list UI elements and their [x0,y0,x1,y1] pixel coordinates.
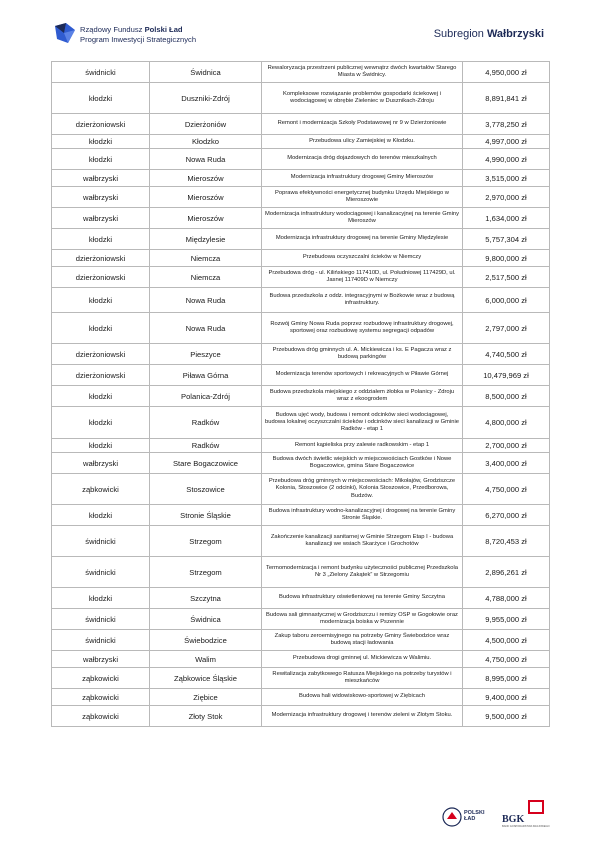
municipality-cell: Stronie Śląskie [150,505,262,526]
description-cell: Budowa infrastruktury wodno-kanalizacyjnej i drogowej na terenie Gminy Stronie Śląskie. [262,505,463,526]
description-cell: Modernizacja infrastruktury drogowej Gminy Mieroszów [262,170,463,187]
table-row [52,505,550,526]
table-row [52,313,550,344]
description-cell: Rewitalizacja zabytkowego Ratusza Miejskiego na potrzeby turystów i mieszkańców [262,668,463,689]
description-cell: Rewaloryzacja przestrzeni publicznej wewnątrz dwóch kwartałów Starego Miasta w Świdnicy. [262,62,463,83]
district-cell: kłodzki [52,149,150,170]
amount-cell: 2,970,000 zł [463,187,550,208]
municipality-cell: Ziębice [150,689,262,706]
description-cell: Przebudowa dróg gminnych ul. A. Mickiewicza i ks. E Pagacza wraz z budową parkingów [262,344,463,365]
district-cell: kłodzki [52,386,150,407]
description-cell: Budowa dwóch świetlic wiejskich w miejscowościach Gostków i Nowe Bogaczowice, gmina Stare Bogaczowice [262,453,463,474]
municipality-cell: Radków [150,407,262,439]
table-row [52,288,550,313]
description-cell: Budowa ujęć wody, budowa i remont odcinków sieci wodociągowej, budowa lokalnej oczyszczalni ścieków i odcinków sieci kanalizacji w Gminie Radków - etap 1 [262,407,463,439]
municipality-cell: Międzylesie [150,229,262,250]
amount-cell: 4,740,500 zł [463,344,550,365]
polski-lad-footer-logo [442,804,490,830]
municipality-cell: Strzegom [150,526,262,557]
description-cell: Modernizacja infrastruktury wodociągowej i kanalizacyjnej na terenie Gminy Mieroszów [262,208,463,229]
polski-lad-footer-icon [442,806,462,828]
amount-cell: 3,778,250 zł [463,114,550,135]
description-cell: Poprawa efektywności energetycznej budynku Urzędu Miejskiego w Mieroszowie [262,187,463,208]
description-cell: Remont kąpieliska przy zalewie radkowskim - etap 1 [262,439,463,453]
municipality-cell: Kłodzko [150,135,262,149]
description-cell: Modernizacja infrastruktury drogowej na terenie Gminy Międzylesie [262,229,463,250]
projects-table-wrapper [51,61,549,727]
municipality-cell: Mieroszów [150,170,262,187]
municipality-cell: Mieroszów [150,208,262,229]
amount-cell: 2,896,261 zł [463,557,550,588]
table-row [52,344,550,365]
amount-cell: 4,990,000 zł [463,149,550,170]
description-cell: Przebudowa oczyszczalni ścieków w Niemczy [262,250,463,267]
description-cell: Modernizacja infrastruktury drogowej i terenów zieleni w Złotym Stoku. [262,706,463,727]
description-cell: Przebudowa ulicy Zamiejskiej w Kłodzku. [262,135,463,149]
district-cell: świdnicki [52,62,150,83]
municipality-cell: Świebodzice [150,630,262,651]
logo-line1-bold: Polski Ład [144,25,183,34]
subregion-prefix: Subregion [433,28,487,40]
municipality-cell: Dzierżoniów [150,114,262,135]
table-row [52,149,550,170]
table-row [52,651,550,668]
description-cell: Kompleksowe rozwiązanie problemów gospodarki ściekowej i wodociągowej w obrębie Zieleniec w Dusznikach-Zdroju [262,83,463,114]
amount-cell: 6,000,000 zł [463,288,550,313]
amount-cell: 4,997,000 zł [463,135,550,149]
district-cell: kłodzki [52,288,150,313]
subregion-title [434,28,544,40]
municipality-cell: Szczytna [150,588,262,609]
municipality-cell: Pieszyce [150,344,262,365]
amount-cell: 8,995,000 zł [463,668,550,689]
description-cell: Przebudowa drogi gminnej ul. Mickiewicza w Walimiu. [262,651,463,668]
amount-cell: 4,750,000 zł [463,651,550,668]
district-cell: wałbrzyski [52,187,150,208]
municipality-cell: Radków [150,439,262,453]
district-cell: kłodzki [52,407,150,439]
amount-cell: 2,797,000 zł [463,313,550,344]
bgk-subtext: BANK GOSPODARSTWA KRAJOWEGO [502,825,550,828]
table-row [52,609,550,630]
district-cell: dzierżoniowski [52,344,150,365]
district-cell: świdnicki [52,630,150,651]
polski-lad-line2: ŁAD [464,816,476,822]
table-row [52,114,550,135]
page-header [0,0,600,56]
description-cell: Zakup taboru zeroemisyjnego na potrzeby Gminy Świebodzice wraz budową stacji ładowania [262,630,463,651]
description-cell: Modernizacja terenów sportowych i rekreacyjnych w Piławie Górnej [262,365,463,386]
district-cell: kłodzki [52,505,150,526]
amount-cell: 2,700,000 zł [463,439,550,453]
municipality-cell: Ząbkowice Śląskie [150,668,262,689]
municipality-cell: Złoty Stok [150,706,262,727]
table-row [52,407,550,439]
amount-cell: 4,750,000 zł [463,474,550,505]
amount-cell: 6,270,000 zł [463,505,550,526]
table-row [52,689,550,706]
amount-cell: 9,400,000 zł [463,689,550,706]
table-row [52,135,550,149]
table-row [52,83,550,114]
table-row [52,62,550,83]
table-row [52,706,550,727]
amount-cell: 9,500,000 zł [463,706,550,727]
district-cell: wałbrzyski [52,170,150,187]
polski-lad-logo-icon [54,22,76,44]
district-cell: dzierżoniowski [52,365,150,386]
district-cell: ząbkowicki [52,689,150,706]
district-cell: kłodzki [52,439,150,453]
district-cell: kłodzki [52,313,150,344]
municipality-cell: Niemcza [150,250,262,267]
description-cell: Budowa przedszkola z oddz. integracyjnymi w Bożkowie wraz z budową infrastruktury. [262,288,463,313]
district-cell: wałbrzyski [52,208,150,229]
amount-cell: 3,400,000 zł [463,453,550,474]
amount-cell: 8,720,453 zł [463,526,550,557]
municipality-cell: Nowa Ruda [150,149,262,170]
description-cell: Budowa sali gimnastycznej w Grodziszczu i remizy OSP w Gogołowie oraz modernizacja boiska w Pszennie [262,609,463,630]
description-cell: Modernizacja dróg dojazdowych do terenów mieszkalnych [262,149,463,170]
municipality-cell: Niemcza [150,267,262,288]
description-cell: Przebudowa dróg - ul. Kilińskiego 117410D, ul. Południowej 117429D, ul. Jasnej 117409D w Niemczy [262,267,463,288]
table-row [52,557,550,588]
bgk-mark-icon [528,800,544,814]
table-row [52,453,550,474]
amount-cell: 4,788,000 zł [463,588,550,609]
amount-cell: 5,757,304 zł [463,229,550,250]
table-row [52,187,550,208]
description-cell: Zakończenie kanalizacji sanitarnej w Gminie Strzegom Etap I - budowa kanalizacji we wsiach Skarżyce i Grochotów [262,526,463,557]
table-row [52,170,550,187]
district-cell: świdnicki [52,526,150,557]
table-row [52,267,550,288]
district-cell: wałbrzyski [52,453,150,474]
projects-table-body [52,62,550,727]
amount-cell: 8,891,841 zł [463,83,550,114]
municipality-cell: Stare Bogaczowice [150,453,262,474]
polski-lad-line1: POLSKI [464,810,485,816]
district-cell: kłodzki [52,135,150,149]
description-cell: Termomodernizacja i remont budynku użyteczności publicznej Przedszkola Nr 3 „Zielony Zakątek” w Strzegomiu [262,557,463,588]
amount-cell: 2,517,500 zł [463,267,550,288]
table-row [52,250,550,267]
projects-table [51,61,550,727]
amount-cell: 1,634,000 zł [463,208,550,229]
municipality-cell: Strzegom [150,557,262,588]
municipality-cell: Świdnica [150,62,262,83]
logo-line1-prefix: Rządowy Fundusz [80,25,145,34]
district-cell: ząbkowicki [52,474,150,505]
amount-cell: 4,500,000 zł [463,630,550,651]
amount-cell: 8,500,000 zł [463,386,550,407]
district-cell: kłodzki [52,588,150,609]
amount-cell: 3,515,000 zł [463,170,550,187]
table-row [52,229,550,250]
amount-cell: 9,955,000 zł [463,609,550,630]
municipality-cell: Duszniki-Zdrój [150,83,262,114]
municipality-cell: Piława Górna [150,365,262,386]
table-row [52,474,550,505]
table-row [52,668,550,689]
table-row [52,365,550,386]
district-cell: kłodzki [52,229,150,250]
subregion-name: Wałbrzyski [486,28,544,40]
district-cell: ząbkowicki [52,706,150,727]
district-cell: wałbrzyski [52,651,150,668]
bgk-text: BGK [502,814,525,825]
footer-logos [442,800,552,832]
district-cell: dzierżoniowski [52,114,150,135]
logo-text [80,25,196,44]
amount-cell: 4,800,000 zł [463,407,550,439]
description-cell: Budowa przedszkola miejskiego z oddziałem żłobka w Polanicy - Zdroju wraz z ekoogrodem [262,386,463,407]
description-cell: Budowa infrastruktury oświetleniowej na terenie Gminy Szczytna [262,588,463,609]
table-row [52,588,550,609]
table-row [52,208,550,229]
municipality-cell: Walim [150,651,262,668]
description-cell: Remont i modernizacja Szkoły Podstawowej nr 9 w Dzierżoniowie [262,114,463,135]
table-row [52,386,550,407]
municipality-cell: Mieroszów [150,187,262,208]
table-row [52,630,550,651]
description-cell: Rozwój Gminy Nowa Ruda poprzez rozbudowę infrastruktury drogowej, sportowej oraz rozbudowę systemu segregacji odpadów [262,313,463,344]
district-cell: dzierżoniowski [52,250,150,267]
bgk-logo [502,800,550,832]
municipality-cell: Stoszowice [150,474,262,505]
district-cell: dzierżoniowski [52,267,150,288]
description-cell: Przebudowa dróg gminnych w miejscowościach: Mikołajów, Grodziszcze Kolonia, Stoszowice (2 odcinki), Kolonia Stoszowice, Przedborowa, Budzów. [262,474,463,505]
amount-cell: 9,800,000 zł [463,250,550,267]
table-row [52,526,550,557]
logo-line2: Program Inwestycji Strategicznych [80,34,197,44]
district-cell: świdnicki [52,609,150,630]
amount-cell: 10,479,969 zł [463,365,550,386]
description-cell: Budowa hali widowiskowo-sportowej w Ziębicach [262,689,463,706]
municipality-cell: Świdnica [150,609,262,630]
district-cell: kłodzki [52,83,150,114]
amount-cell: 4,950,000 zł [463,62,550,83]
table-row [52,439,550,453]
municipality-cell: Nowa Ruda [150,313,262,344]
polski-lad-footer-text [464,810,484,822]
municipality-cell: Polanica-Zdrój [150,386,262,407]
municipality-cell: Nowa Ruda [150,288,262,313]
district-cell: ząbkowicki [52,668,150,689]
district-cell: świdnicki [52,557,150,588]
